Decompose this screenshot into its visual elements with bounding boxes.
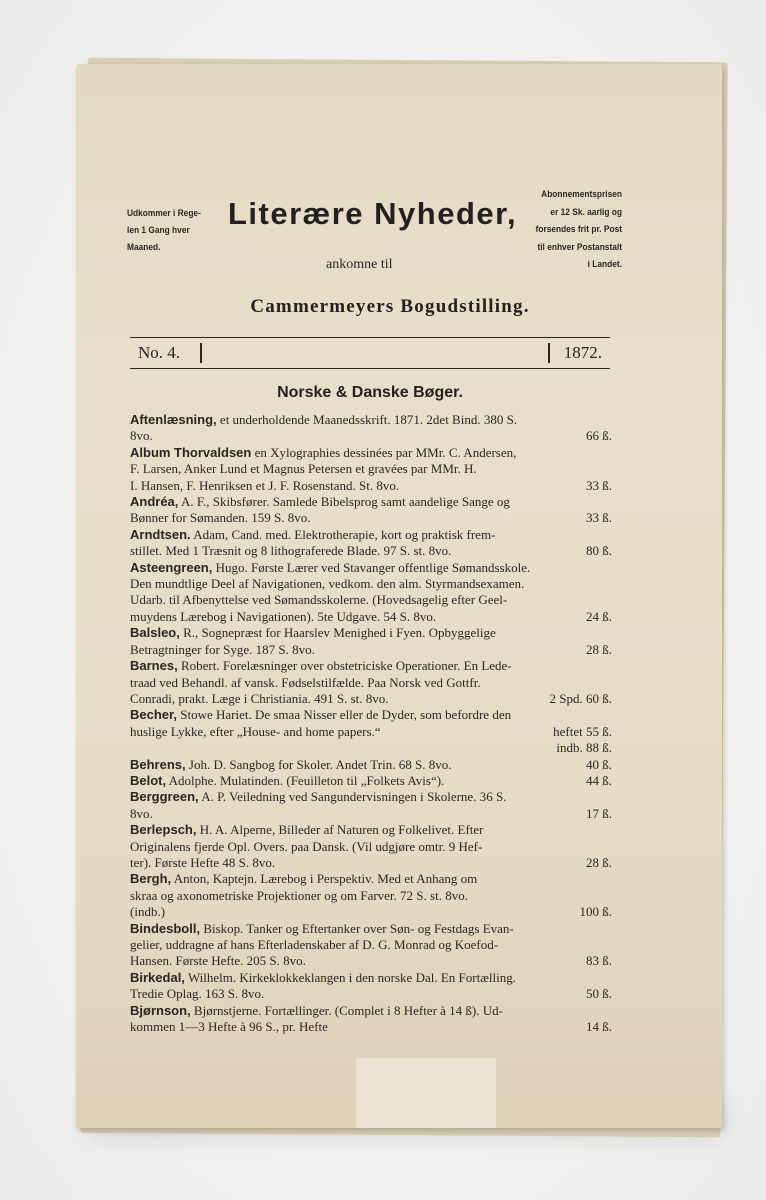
list-item xyxy=(130,707,612,756)
entry-text: A. P. Veiledning ved Sangundervisningen i Skolerne. 36 S. xyxy=(201,789,507,805)
entry-author: Bjørnson, xyxy=(130,1002,191,1018)
entry-text: Adam, Cand. med. Elektrotherapie, kort og praktisk frem- xyxy=(193,526,496,542)
entry-text: F. Larsen, Anker Lund et Magnus Petersen et gravées par MMr. H. xyxy=(130,461,477,477)
entry-text: 8vo. xyxy=(130,805,153,821)
list-item xyxy=(130,757,612,773)
entry-text: Biskop. Tanker og Eftertanker over Søn- og Festdags Evan- xyxy=(203,920,514,936)
entry-price: 28 ß. xyxy=(586,641,612,657)
entry-price: 44 ß. xyxy=(586,772,612,788)
entry-text: stillet. Med 1 Træsnit og 8 lithograferede Blade. 97 S. st. 8vo. xyxy=(130,543,452,559)
entry-price: 83 ß. xyxy=(586,953,612,969)
entry-text: huslige Lykke, efter „House- and home papers.“ xyxy=(130,723,381,739)
entry-text: Betragtninger for Syge. 187 S. 8vo. xyxy=(130,641,315,657)
list-item xyxy=(130,625,612,658)
page-subtitle: ankomne til xyxy=(326,257,393,272)
entry-author: Balsleo, xyxy=(130,625,180,641)
book-listing xyxy=(130,412,612,1035)
issue-bar xyxy=(130,337,610,369)
entry-author: Asteengreen, xyxy=(130,559,213,575)
entry-text: R., Sognepræst for Haarslev Menighed i Fyen. Opbyggelige xyxy=(183,625,496,641)
entry-text: et underholdende Maanedsskrift. 1871. 2det Bind. 380 S. xyxy=(219,412,518,427)
entry-price: 80 ß. xyxy=(586,543,612,559)
entry-author: Bindesboll, xyxy=(130,920,201,936)
section-heading: Norske & Danske Bøger. xyxy=(277,384,463,401)
entry-text: Hugo. Første Lærer ved Stavanger offentlige Sømandsskole. xyxy=(215,559,531,575)
entry-author: Birkedal, xyxy=(130,969,185,985)
entry-text: Udarb. til Afbenyttelse ved Sømandsskolerne. (Hovedsagelig efter Geel- xyxy=(130,592,508,608)
list-item xyxy=(130,773,612,789)
entry-author: Berlepsch, xyxy=(130,822,197,838)
entry-author: Barnes, xyxy=(130,658,178,674)
publisher-name: Cammermeyers Bogudstilling. xyxy=(250,296,530,317)
list-item xyxy=(130,921,612,970)
entry-price: 66 ß. xyxy=(586,428,612,444)
entry-author: Arndtsen. xyxy=(130,526,191,542)
entry-text: Tredie Oplag. 163 S. 8vo. xyxy=(130,986,265,1002)
entry-text: 8vo. xyxy=(130,428,153,444)
entry-author: Bergh, xyxy=(130,871,172,887)
entry-text: (indb.) xyxy=(130,904,166,920)
entry-text: Bønner for Sømanden. 159 S. 8vo. xyxy=(130,510,311,526)
issue-divider xyxy=(548,343,550,363)
entry-text: Wilhelm. Kirkeklokkeklangen i den norske Dal. En Fortælling. xyxy=(187,969,516,985)
entry-price: indb. 88 ß. xyxy=(556,740,612,756)
entry-price: 33 ß. xyxy=(586,477,612,493)
entry-price: 50 ß. xyxy=(586,986,612,1002)
issue-year: 1872. xyxy=(563,343,602,362)
cover-tab xyxy=(356,1058,496,1128)
publication-frequency-note: Udkommer i Rege- len 1 Gang hver Maaned. xyxy=(127,208,201,253)
entry-text: traad ved Behandl. af vansk. Fødselstilfælde. Paa Norsk ved Gottfr. xyxy=(130,674,481,690)
entry-price: 2 Spd. 60 ß. xyxy=(549,690,612,706)
entry-text: Den mundtlige Deel af Navigationen, vedkom. den alm. Styrmandsexamen. xyxy=(130,576,525,592)
subscription-price-note: Abonnementsprisen er 12 Sk. aarlig og forsendes frit pr. Post til enhver Postanstalt i Landet. xyxy=(535,189,622,270)
list-item xyxy=(130,412,612,445)
entry-text: Adolphe. Mulatinden. (Feuilleton til „Folkets Avis“). xyxy=(168,772,445,788)
entry-text: Anton, Kaptejn. Lærebog i Perspektiv. Med et Anhang om xyxy=(173,871,478,887)
entry-price: 40 ß. xyxy=(586,756,612,772)
entry-price: 28 ß. xyxy=(586,854,612,870)
entry-text: H. A. Alperne, Billeder af Naturen og Folkelivet. Efter xyxy=(199,822,484,838)
issue-divider xyxy=(200,343,202,363)
entry-text: Joh. D. Sangbog for Skoler. Andet Trin. 68 S. 8vo. xyxy=(188,756,452,772)
entry-author: Andréa, xyxy=(130,494,179,510)
entry-text: skraa og axonometriske Projektioner og om Farver. 72 S. st. 8vo. xyxy=(130,887,468,903)
entry-text: Conradi, prakt. Læge i Christiania. 491 S. st. 8vo. xyxy=(130,690,389,706)
entry-author: Belot, xyxy=(130,772,167,788)
entry-text: muydens Lærebog i Navigationen). 5te Udgave. 54 S. 8vo. xyxy=(130,608,437,624)
entry-text: Bjørnstjerne. Fortællinger. (Complet i 8 Hefter à 14 ß). Ud- xyxy=(193,1002,503,1018)
page-title: Literære Nyheder, xyxy=(228,196,518,231)
entry-price: 33 ß. xyxy=(586,510,612,526)
entry-author: Berggreen, xyxy=(130,789,199,805)
list-item xyxy=(130,445,612,494)
entry-text: Hansen. Første Hefte. 205 S. 8vo. xyxy=(130,953,306,969)
entry-text: I. Hansen, F. Henriksen et J. F. Rosenstand. St. 8vo. xyxy=(130,477,400,493)
list-item xyxy=(130,822,612,871)
issue-number: No. 4. xyxy=(138,343,181,362)
list-item xyxy=(130,527,612,560)
list-item xyxy=(130,658,612,707)
entry-text: gelier, uddragne af hans Efterladenskaber af D. G. Monrad og Koefod- xyxy=(130,937,499,952)
entry-text: A. F., Skibsfører. Samlede Bibelsprog samt aandelige Sange og xyxy=(180,494,510,510)
list-item xyxy=(130,1003,612,1036)
entry-text: ter). Første Hefte 48 S. 8vo. xyxy=(130,854,276,870)
entry-price: 24 ß. xyxy=(586,608,612,624)
entry-author: Aftenlæsning, xyxy=(130,412,217,427)
entry-text: Robert. Forelæsninger over obstetriciske Operationer. En Lede- xyxy=(180,658,512,674)
list-item xyxy=(130,494,612,527)
entry-price: heftet 55 ß. xyxy=(553,723,612,739)
entry-author: Album Thorvaldsen xyxy=(130,444,252,460)
list-item xyxy=(130,871,612,920)
list-item xyxy=(130,789,612,822)
entry-text: Originalens fjerde Opl. Overs. paa Dansk. (Vil udgjøre omtr. 9 Hef- xyxy=(130,838,483,854)
entry-text: kommen 1—3 Hefte à 96 S., pr. Hefte xyxy=(130,1019,328,1035)
entry-author: Behrens, xyxy=(130,756,186,772)
entry-price: 17 ß. xyxy=(586,805,612,821)
list-item xyxy=(130,560,612,626)
entry-text: Stowe Hariet. De smaa Nisser eller de Dyder, som befordre den xyxy=(180,707,512,723)
entry-author: Becher, xyxy=(130,707,177,723)
list-item xyxy=(130,970,612,1003)
entry-price: 14 ß. xyxy=(586,1019,612,1035)
entry-price: 100 ß. xyxy=(579,904,612,920)
entry-text: en Xylographies dessinées par MMr. C. Andersen, xyxy=(254,444,517,460)
